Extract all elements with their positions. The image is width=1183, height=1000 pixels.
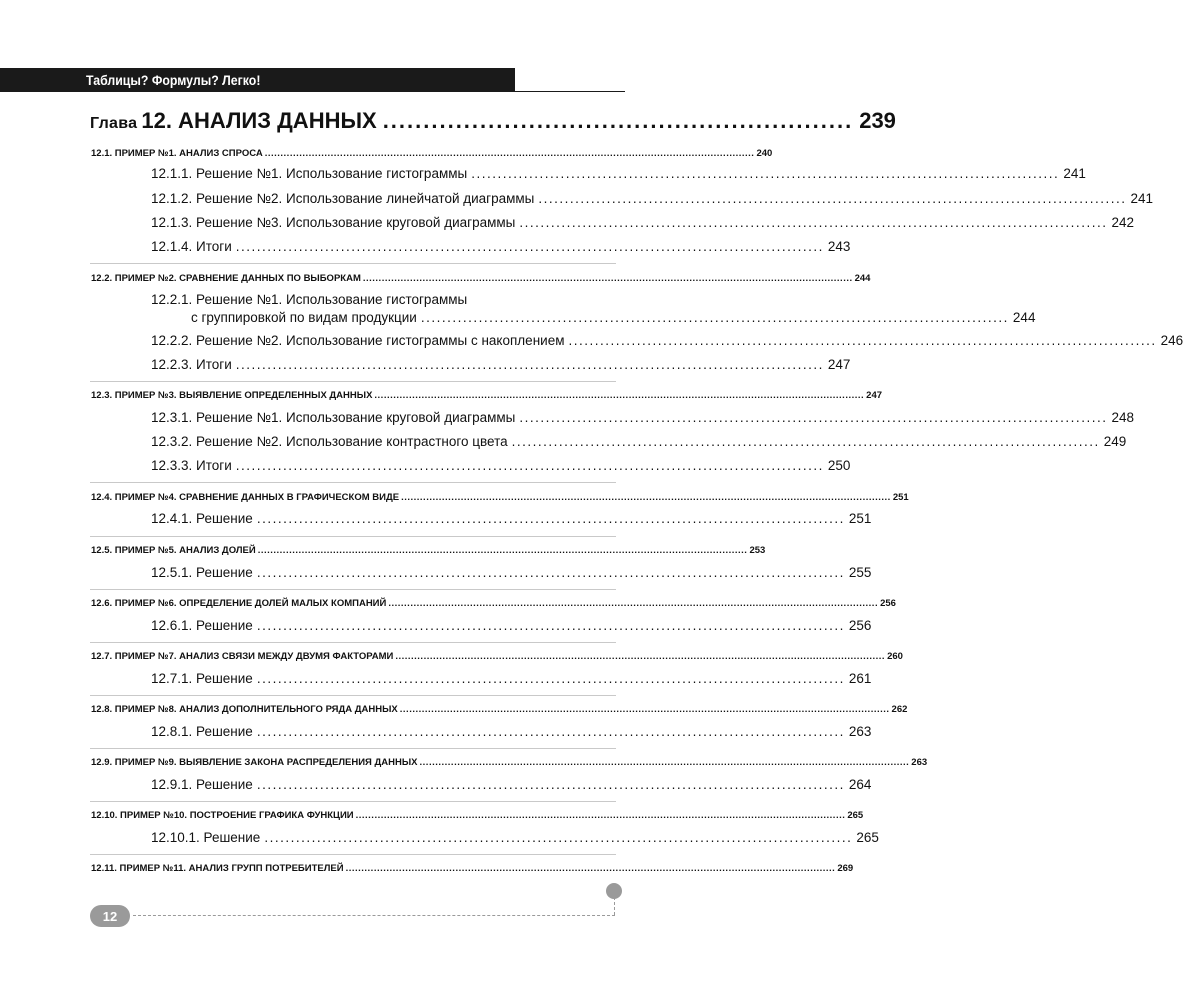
toc-page: 269 — [837, 863, 854, 874]
toc-section-title: 12.1. ПРИМЕР №1. АНАЛИЗ СПРОСА — [91, 148, 263, 159]
leader-dots: ............................................................................................................................................................ — [355, 810, 846, 821]
toc-subsection-title: 12.8.1. Решение — [151, 724, 253, 739]
toc-subsection[interactable] — [151, 565, 872, 580]
leader-dots: ................................................................................................................ — [256, 724, 845, 739]
toc-page: 253 — [749, 545, 766, 556]
toc-page: 249 — [1103, 434, 1127, 449]
leader-dots: ................................................................................................................ — [420, 310, 1009, 325]
toc-section-title: 12.7. ПРИМЕР №7. АНАЛИЗ СВЯЗИ МЕЖДУ ДВУМЯ ФАКТОРАМИ — [91, 651, 394, 662]
toc-subsection-title: 12.3.2. Решение №2. Использование контрастного цвета — [151, 434, 508, 449]
leader-dots: ............................................................................................................................................................ — [419, 757, 910, 768]
toc-section[interactable] — [91, 863, 854, 874]
toc-page: 251 — [892, 492, 909, 503]
toc-subsection[interactable] — [151, 777, 872, 792]
toc-page: 256 — [880, 598, 896, 609]
leader-dots: ............................................................................................................................................................ — [374, 390, 865, 401]
toc-section[interactable] — [91, 704, 908, 715]
book-title: Таблицы? Формулы? Легко! — [86, 72, 261, 88]
toc-section-title: 12.5. ПРИМЕР №5. АНАЛИЗ ДОЛЕЙ — [91, 545, 256, 556]
leader-dots: ................................................................................................................ — [511, 434, 1100, 449]
toc-page: 265 — [856, 830, 879, 845]
toc-subsection-title: с группировкой по видам продукции — [191, 310, 417, 325]
leader-dots: ................................................................................................................ — [256, 511, 845, 526]
toc-subsection-title: 12.7.1. Решение — [151, 671, 253, 686]
footer-dashed-vertical — [614, 897, 615, 915]
toc-subsection[interactable] — [191, 310, 1036, 325]
chapter-title: 12. АНАЛИЗ ДАННЫХ — [141, 108, 377, 133]
divider — [90, 589, 616, 590]
divider — [90, 801, 616, 802]
toc-subsection-title: 12.3.3. Итоги — [151, 458, 232, 473]
leader-dots: ................................................................................................................ — [256, 565, 845, 580]
toc-subsection-title: 12.1.2. Решение №2. Использование линейчатой диаграммы — [151, 191, 535, 206]
toc-subsection[interactable] — [151, 357, 851, 372]
leader-dots: ............................................................................................................................................................ — [362, 273, 853, 284]
toc-subsection-title: 12.3.1. Решение №1. Использование круговой диаграммы — [151, 410, 516, 425]
toc-page: 256 — [848, 618, 872, 633]
toc-section-title: 12.4. ПРИМЕР №4. СРАВНЕНИЕ ДАННЫХ В ГРАФИЧЕСКОМ ВИДЕ — [91, 492, 400, 503]
leader-dots: ................................................................................................................ — [519, 410, 1108, 425]
toc-subsection[interactable] — [151, 434, 1127, 449]
toc-section[interactable] — [91, 148, 773, 159]
toc-page: 248 — [1111, 410, 1134, 425]
page-number: 12 — [102, 908, 118, 924]
toc-subsection[interactable] — [151, 166, 1086, 181]
leader-dots: ............................................................................................................................................................ — [395, 651, 886, 662]
toc-page: 246 — [1160, 333, 1183, 348]
toc-page: 244 — [1012, 310, 1036, 325]
toc-section-title: 12.9. ПРИМЕР №9. ВЫЯВЛЕНИЕ ЗАКОНА РАСПРЕДЕЛЕНИЯ ДАННЫХ — [91, 757, 418, 768]
toc-page: 255 — [848, 565, 872, 580]
toc-section[interactable] — [91, 810, 864, 821]
toc-subsection[interactable] — [151, 724, 872, 739]
header-rule — [515, 91, 625, 92]
toc-section[interactable] — [91, 598, 896, 609]
toc-section[interactable] — [91, 492, 909, 503]
divider — [90, 854, 616, 855]
toc-section[interactable] — [91, 545, 766, 556]
divider — [90, 482, 616, 483]
leader-dots: .......................................................... — [382, 108, 854, 133]
toc-subsection-title: 12.1.1. Решение №1. Использование гистограммы — [151, 166, 468, 181]
toc-subsection-title: 12.1.3. Решение №3. Использование круговой диаграммы — [151, 215, 516, 230]
toc-subsection[interactable] — [151, 458, 851, 473]
toc-subsection-title: 12.4.1. Решение — [151, 511, 253, 526]
leader-dots: ................................................................................................................ — [256, 777, 845, 792]
toc-subsection-title: 12.2.3. Итоги — [151, 357, 232, 372]
divider — [90, 536, 616, 537]
leader-dots: ............................................................................................................................................................ — [388, 598, 879, 609]
divider — [90, 263, 616, 264]
leader-dots: ................................................................................................................ — [264, 830, 853, 845]
toc-page: 244 — [854, 273, 871, 284]
toc-page: 240 — [756, 148, 773, 159]
toc-subsection-title: 12.10.1. Решение — [151, 830, 261, 845]
toc-section-title: 12.11. ПРИМЕР №11. АНАЛИЗ ГРУПП ПОТРЕБИТЕЛЕЙ — [91, 863, 344, 874]
toc-subsection[interactable] — [151, 191, 1154, 206]
toc-page: 247 — [866, 390, 883, 401]
leader-dots: ................................................................................................................ — [519, 215, 1108, 230]
chapter-heading[interactable] — [90, 108, 896, 138]
toc-subsection-title: 12.6.1. Решение — [151, 618, 253, 633]
leader-dots: ................................................................................................................ — [568, 333, 1157, 348]
page-number-badge — [90, 905, 130, 927]
toc-page: 243 — [827, 239, 851, 254]
toc-page: 241 — [1130, 191, 1154, 206]
leader-dots: ................................................................................................................ — [256, 671, 845, 686]
leader-dots: ............................................................................................................................................................ — [399, 704, 890, 715]
leader-dots: ................................................................................................................ — [235, 458, 824, 473]
toc-page: 247 — [827, 357, 851, 372]
leader-dots: ............................................................................................................................................................ — [345, 863, 836, 874]
leader-dots: ............................................................................................................................................................ — [401, 492, 891, 503]
leader-dots: ................................................................................................................ — [256, 618, 845, 633]
toc-section[interactable] — [91, 273, 871, 284]
toc-subsection-title: 12.2.2. Решение №2. Использование гистограммы с накоплением — [151, 333, 565, 348]
toc-subsection-title-line1[interactable]: 12.2.1. Решение №1. Использование гистограммы — [151, 292, 468, 307]
toc-page: 264 — [848, 777, 872, 792]
toc-subsection[interactable] — [151, 830, 879, 845]
toc-section-title: 12.3. ПРИМЕР №3. ВЫЯВЛЕНИЕ ОПРЕДЕЛЕННЫХ ДАННЫХ — [91, 390, 373, 401]
toc-section-title: 12.10. ПРИМЕР №10. ПОСТРОЕНИЕ ГРАФИКА ФУНКЦИИ — [91, 810, 354, 821]
toc-page: 241 — [1063, 166, 1086, 181]
toc-section[interactable] — [91, 390, 883, 401]
toc-page: 263 — [911, 757, 928, 768]
chapter-page: 239 — [859, 108, 896, 133]
toc-page: 262 — [891, 704, 908, 715]
toc-subsection-title: 12.1.4. Итоги — [151, 239, 232, 254]
toc-subsection[interactable] — [151, 671, 872, 686]
chapter-prefix: Глава — [90, 115, 138, 132]
toc-subsection[interactable] — [151, 333, 1183, 348]
leader-dots: ................................................................................................................ — [235, 357, 824, 372]
leader-dots: ................................................................................................................ — [538, 191, 1127, 206]
toc-section-title: 12.6. ПРИМЕР №6. ОПРЕДЕЛЕНИЕ ДОЛЕЙ МАЛЫХ КОМПАНИЙ — [91, 598, 387, 609]
toc-subsection-title: 12.5.1. Решение — [151, 565, 253, 580]
toc-page: 251 — [848, 511, 872, 526]
toc-subsection[interactable] — [151, 618, 872, 633]
toc-page: 265 — [847, 810, 864, 821]
toc-page: 261 — [848, 671, 872, 686]
toc-section[interactable] — [91, 757, 928, 768]
toc-subsection[interactable] — [151, 511, 872, 526]
leader-dots: ................................................................................................................ — [471, 166, 1060, 181]
toc-subsection[interactable] — [151, 215, 1134, 230]
divider — [90, 642, 616, 643]
divider — [90, 695, 616, 696]
toc-page: 242 — [1111, 215, 1134, 230]
toc-section-title: 12.8. ПРИМЕР №8. АНАЛИЗ ДОПОЛНИТЕЛЬНОГО РЯДА ДАННЫХ — [91, 704, 398, 715]
toc-page: 263 — [848, 724, 872, 739]
divider — [90, 381, 616, 382]
toc-page: 250 — [827, 458, 851, 473]
toc-section[interactable] — [91, 651, 903, 662]
footer-dashed-line — [133, 915, 615, 916]
toc-subsection[interactable] — [151, 410, 1134, 425]
divider — [90, 748, 616, 749]
toc-section-title: 12.2. ПРИМЕР №2. СРАВНЕНИЕ ДАННЫХ ПО ВЫБОРКАМ — [91, 273, 361, 284]
toc-page: 260 — [887, 651, 903, 662]
toc-subsection[interactable] — [151, 239, 851, 254]
leader-dots: ............................................................................................................................................................ — [257, 545, 748, 556]
toc-subsection-title: 12.9.1. Решение — [151, 777, 253, 792]
leader-dots: ............................................................................................................................................................ — [264, 148, 755, 159]
leader-dots: ................................................................................................................ — [235, 239, 824, 254]
